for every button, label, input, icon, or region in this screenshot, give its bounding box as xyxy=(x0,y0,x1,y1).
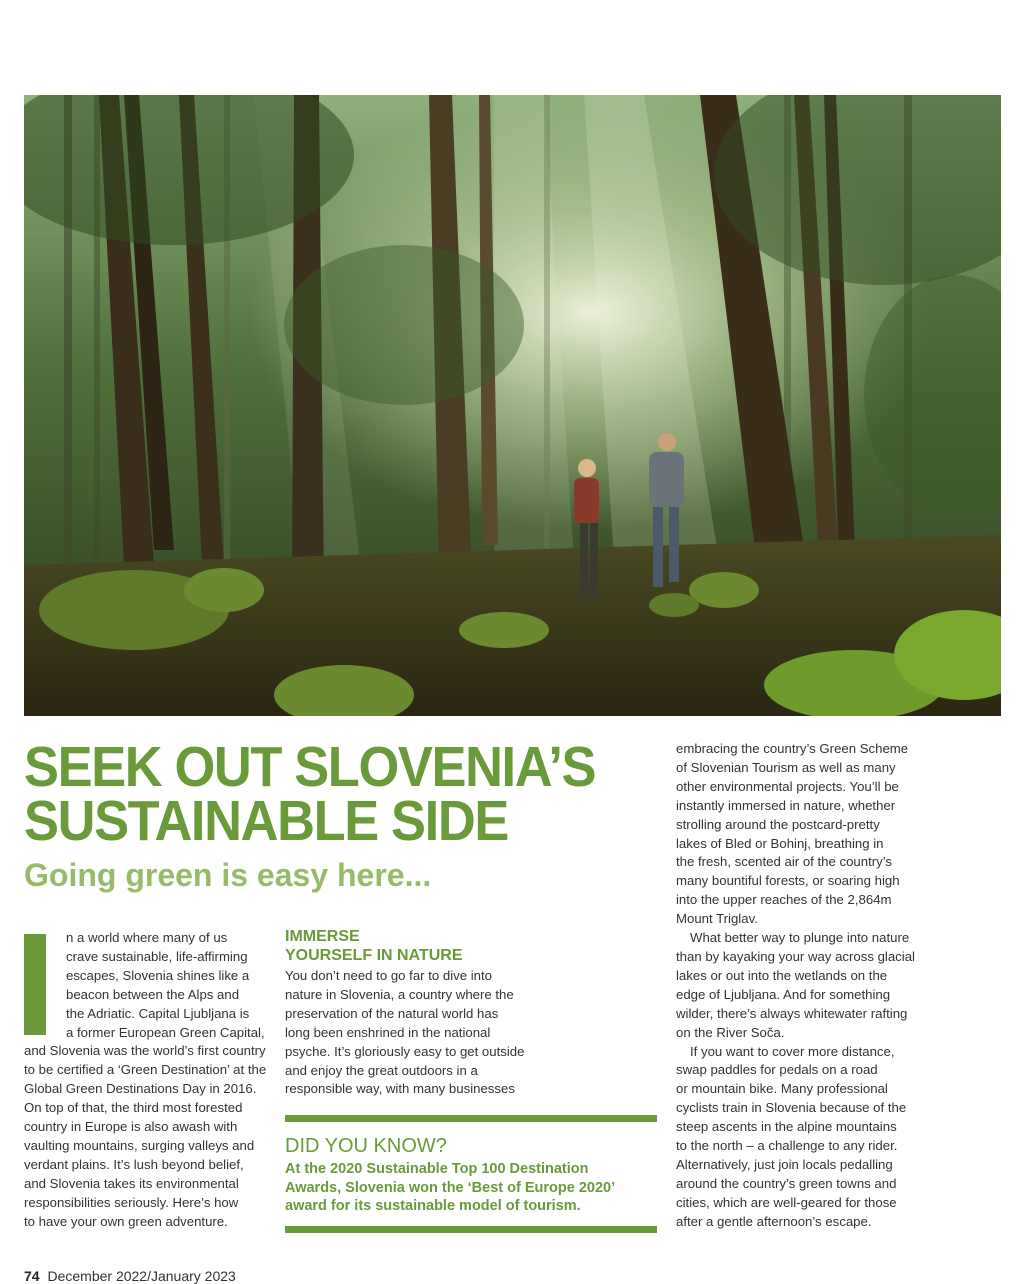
text-line: swap paddles for pedals on a road xyxy=(676,1062,878,1078)
text-line: and Slovenia takes its environmental xyxy=(24,1175,239,1191)
text-line: around the country’s green towns and xyxy=(676,1175,897,1191)
bottom-rule xyxy=(285,1226,657,1233)
text-line: What better way to plunge into nature xyxy=(690,930,910,946)
column-1-text xyxy=(24,929,269,1232)
text-line: cyclists train in Slovenia because of the xyxy=(676,1100,907,1116)
column-3 xyxy=(676,740,1006,1232)
text-line: to have your own green adventure. xyxy=(24,1213,228,1229)
text-line: On top of that, the third most forested xyxy=(24,1100,243,1116)
text-line: wilder, there’s always whitewater rafting xyxy=(676,1005,908,1021)
text-line: long been enshrined in the national xyxy=(285,1024,491,1040)
text-line: and enjoy the great outdoors in a xyxy=(285,1062,478,1078)
text-line: nature in Slovenia, a country where the xyxy=(285,986,514,1002)
text-line: At the 2020 Sustainable Top 100 Destination xyxy=(285,1161,589,1177)
did-you-know-box xyxy=(285,1115,657,1233)
text-line: escapes, Slovenia shines like a xyxy=(66,967,250,983)
article-headline xyxy=(24,735,613,853)
text-line: country in Europe is also awash with xyxy=(24,1119,238,1135)
text-line: instantly immersed in nature, whether xyxy=(676,797,896,813)
column-3-text xyxy=(676,740,1006,1232)
text-line: edge of Ljubljana. And for something xyxy=(676,986,891,1002)
text-line: vaulting mountains, surging valleys and xyxy=(24,1137,255,1153)
section-heading-line-2: YOURSELF IN NATURE xyxy=(285,947,463,964)
text-line: strolling around the postcard-pretty xyxy=(676,816,880,832)
text-line: cities, which are well-geared for those xyxy=(676,1194,897,1210)
text-line: Global Green Destinations Day in 2016. xyxy=(24,1081,257,1097)
text-line: than by kayaking your way across glacial xyxy=(676,948,915,964)
text-line: embracing the country’s Green Scheme xyxy=(676,741,909,756)
drop-cap-i xyxy=(24,934,46,1035)
text-line: lakes of Bled or Bohinj, breathing in xyxy=(676,835,884,851)
headline-line-2: SUSTAINABLE SIDE xyxy=(24,789,508,853)
top-rule xyxy=(285,1115,657,1122)
text-line: or mountain bike. Many professional xyxy=(676,1081,888,1097)
hero-photo-forest-hikers xyxy=(24,95,1001,716)
issue-date: December 2022/January 2023 xyxy=(47,1268,236,1284)
column-1 xyxy=(24,929,269,1232)
text-line: into the upper reaches of the 2,864m xyxy=(676,892,892,908)
text-line: crave sustainable, life-affirming xyxy=(66,948,248,964)
text-line: and Slovenia was the world’s first country xyxy=(24,1043,266,1059)
page-number: 74 xyxy=(24,1268,40,1284)
text-line: responsibilities seriously. Here’s how xyxy=(24,1194,239,1210)
text-line: Mount Triglav. xyxy=(676,911,758,927)
section-heading xyxy=(285,927,657,965)
text-line: the fresh, scented air of the country’s xyxy=(676,854,893,870)
text-line: beacon between the Alps and xyxy=(66,986,240,1002)
page-footer xyxy=(24,1268,236,1284)
section-heading-line-1: IMMERSE xyxy=(285,928,360,945)
text-line: responsible way, with many businesses xyxy=(285,1081,515,1097)
text-line: other environmental projects. You’ll be xyxy=(676,778,899,794)
column-2 xyxy=(285,927,657,1099)
text-line: preservation of the natural world has xyxy=(285,1005,499,1021)
text-line: of Slovenian Tourism as well as many xyxy=(676,759,896,775)
text-line: verdant plains. It’s lush beyond belief, xyxy=(24,1156,244,1172)
article-subhead: Going green is easy here... xyxy=(24,857,432,893)
text-line: If you want to cover more distance, xyxy=(690,1043,895,1059)
text-line: award for its sustainable model of tourism. xyxy=(285,1198,581,1215)
text-line: to be certified a ‘Green Destination’ at the xyxy=(24,1062,267,1078)
text-line: many bountiful forests, or soaring high xyxy=(676,873,900,889)
text-line: after a gentle afternoon’s escape. xyxy=(676,1213,872,1229)
text-line: on the River Soča. xyxy=(676,1024,785,1040)
column-2-text xyxy=(285,967,657,1099)
text-line: Alternatively, just join locals pedalling xyxy=(676,1156,893,1172)
text-line: a former European Green Capital, xyxy=(66,1024,265,1040)
text-line: to the north – a challenge to any rider. xyxy=(676,1138,898,1154)
headline-line-1: SEEK OUT SLOVENIA’S xyxy=(24,735,596,799)
did-you-know-heading: DID YOU KNOW? xyxy=(285,1135,447,1157)
text-line: the Adriatic. Capital Ljubljana is xyxy=(66,1005,250,1021)
text-line: psyche. It’s gloriously easy to get outside xyxy=(285,1043,525,1059)
text-line: n a world where many of us xyxy=(66,930,228,945)
did-you-know-text xyxy=(285,1160,657,1216)
text-line: Awards, Slovenia won the ‘Best of Europe 2020’ xyxy=(285,1179,616,1196)
text-line: lakes or out into the wetlands on the xyxy=(676,967,888,983)
text-line: steep ascents in the alpine mountains xyxy=(676,1119,897,1135)
text-line: You don’t need to go far to dive into xyxy=(285,968,493,983)
